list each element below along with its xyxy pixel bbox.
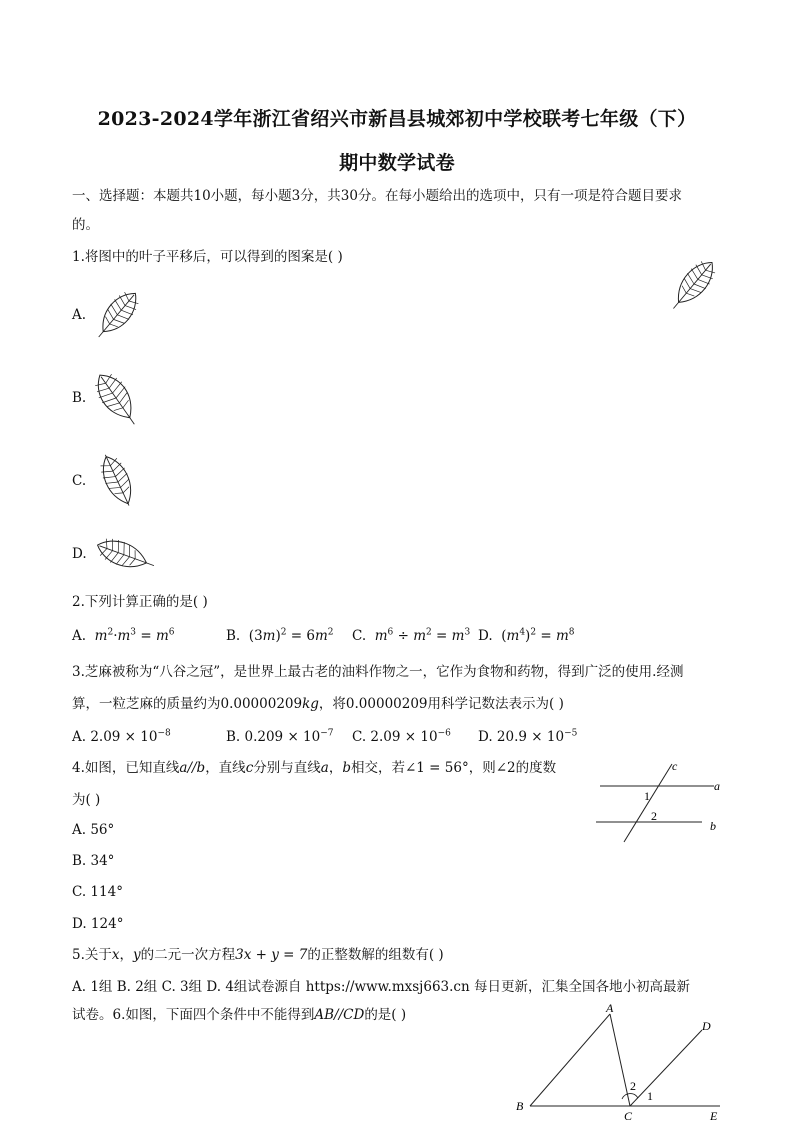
q3-mass-unit: kg	[302, 696, 319, 712]
angle-arc	[622, 1094, 638, 1099]
label-B: B	[516, 1099, 524, 1113]
q5-t3: 的正整数解的组数有( )	[307, 947, 444, 963]
q3-option-a-text: A. 2.09 × 10	[72, 729, 158, 745]
q5-equation: 3x + y = 7	[235, 947, 308, 963]
q5-options[interactable]: A. 1组 B. 2组 C. 3组 D. 4组试卷源自 https://www.mxsj663.cn 每日更新，汇集全国各地小初高最新	[72, 979, 690, 995]
q1-option-b-label[interactable]: B.	[72, 390, 87, 406]
label-angle1: 1	[647, 1089, 653, 1103]
q5-stem	[72, 945, 444, 965]
q4-angle2: ∠2	[495, 760, 516, 776]
q2-option-d-expr: $(m^4)^2 = m^8$	[496, 627, 575, 644]
line-ba	[530, 1014, 610, 1106]
q2-option-c-expr: $m^6 \div m^2 = m^3$	[374, 627, 471, 644]
label-a: a	[714, 779, 720, 793]
q1-option-c-label[interactable]: C.	[72, 473, 87, 489]
q4-t5: 相交，若	[350, 760, 405, 776]
q3-option-b-text: B. 0.209 × 10	[226, 729, 321, 745]
q1-stem: 1.将图中的叶子平移后，可以得到的图案是( )	[72, 249, 343, 265]
q5-t2: 的二元一次方程	[140, 947, 236, 963]
q4-option-c[interactable]: C. 114°	[72, 884, 123, 900]
label-C: C	[624, 1109, 633, 1123]
q5-x: x	[111, 947, 120, 963]
q4-t1: 4.如图，已知直线	[72, 760, 180, 776]
exam-title-line1: 2023-2024学年浙江省绍兴市新昌县城郊初中学校联考七年级（下）	[97, 108, 697, 130]
q4-line-a: a	[320, 760, 329, 776]
line-ac	[610, 1014, 630, 1106]
label-angle1: 1	[644, 789, 650, 803]
label-E: E	[710, 1109, 718, 1123]
q2-option-a-label: A.	[72, 628, 87, 644]
q2-option-d-label: D.	[478, 628, 493, 644]
q4-parallel: a//b	[179, 760, 206, 776]
q2-option-a[interactable]	[72, 626, 174, 646]
q2-option-b[interactable]	[226, 626, 334, 646]
reference-leaf-image	[668, 252, 720, 316]
q3-option-c-exp: −6	[437, 728, 451, 739]
leaf-option-c-image[interactable]	[92, 450, 144, 514]
label-angle2: 2	[630, 1079, 636, 1093]
q3-text-end: ，将0.00000209用科学记数法表示为( )	[318, 696, 564, 712]
q3-option-d[interactable]	[478, 727, 577, 747]
q6-stem	[72, 1005, 406, 1025]
q2-option-a-expr: $m^2\cdot m^3 = m^6$	[94, 627, 175, 644]
q3-option-c-text: C. 2.09 × 10	[352, 729, 438, 745]
q4-stem-line1	[72, 758, 556, 778]
q2-option-b-label: B.	[226, 628, 241, 644]
q4-t4: ，	[328, 760, 343, 776]
q2-option-c[interactable]	[352, 626, 470, 646]
q4-t7: 的度数	[515, 760, 557, 776]
q5-t1: 5.关于	[72, 947, 112, 963]
q4-parallel-lines-figure	[590, 756, 730, 848]
q5-y: y	[133, 947, 141, 963]
line-cd	[630, 1030, 702, 1106]
q3-option-b-exp: −7	[320, 728, 334, 739]
leaf-option-b-image[interactable]	[90, 366, 142, 430]
q4-option-b[interactable]: B. 34°	[72, 853, 115, 869]
q4-t2: ，直线	[205, 760, 246, 776]
label-angle2: 2	[651, 809, 657, 823]
q3-stem-line2	[72, 694, 564, 714]
q4-t3: 分别与直线	[253, 760, 321, 776]
leaf-option-a-image[interactable]	[92, 284, 144, 344]
section1-instruction-line2: 的。	[72, 217, 99, 233]
exam-title-line2: 期中数学试卷	[339, 152, 455, 174]
q2-option-b-expr: $(3m)^2 = 6m^2$	[244, 627, 334, 644]
q4-option-a[interactable]: A. 56°	[72, 822, 115, 838]
q3-option-a[interactable]	[72, 727, 171, 747]
label-c: c	[672, 759, 678, 773]
q4-line-b: b	[342, 760, 351, 776]
q3-option-d-text: D. 20.9 × 10	[478, 729, 565, 745]
q4-t6: ，则	[468, 760, 496, 776]
q2-option-c-label: C.	[352, 628, 367, 644]
q4-angle1: ∠1 = 56°	[404, 760, 469, 776]
q3-option-d-exp: −5	[564, 728, 578, 739]
q1-option-d-label[interactable]: D.	[72, 546, 87, 562]
q3-option-b[interactable]	[226, 727, 334, 747]
q3-option-a-exp: −8	[157, 728, 171, 739]
q6-t1: 试卷。6.如图，下面四个条件中不能得到	[72, 1007, 315, 1023]
q5-comma: ，	[119, 947, 134, 963]
label-A: A	[606, 1001, 614, 1015]
q6-geometry-figure	[510, 1000, 740, 1122]
label-D: D	[702, 1019, 711, 1033]
leaf-option-d-image[interactable]	[90, 528, 154, 580]
q3-stem-line1: 3.芝麻被称为“八谷之冠”，是世界上最古老的油料作物之一，它作为食物和药物，得到广泛的使用.经测	[72, 664, 684, 680]
q3-text: 算，一粒芝麻的质量约为	[72, 696, 221, 712]
q4-option-d[interactable]: D. 124°	[72, 916, 124, 932]
q4-stem-line2: 为( )	[72, 792, 101, 808]
q6-t2: 的是( )	[364, 1007, 407, 1023]
line-c	[624, 764, 672, 842]
section1-instruction-line1: 一、选择题：本题共10小题，每小题3分，共30分。在每小题给出的选项中，只有一项是符合题目要求	[72, 188, 682, 204]
q2-option-d[interactable]	[478, 626, 575, 646]
label-b: b	[710, 819, 716, 833]
q1-option-a-label[interactable]: A.	[72, 307, 87, 323]
q3-option-c[interactable]	[352, 727, 451, 747]
q2-stem: 2.下列计算正确的是( )	[72, 594, 208, 610]
q4-line-c: c	[245, 760, 254, 776]
q3-mass-value: 0.00000209	[220, 696, 303, 712]
q6-parallel: AB//CD	[314, 1007, 365, 1023]
